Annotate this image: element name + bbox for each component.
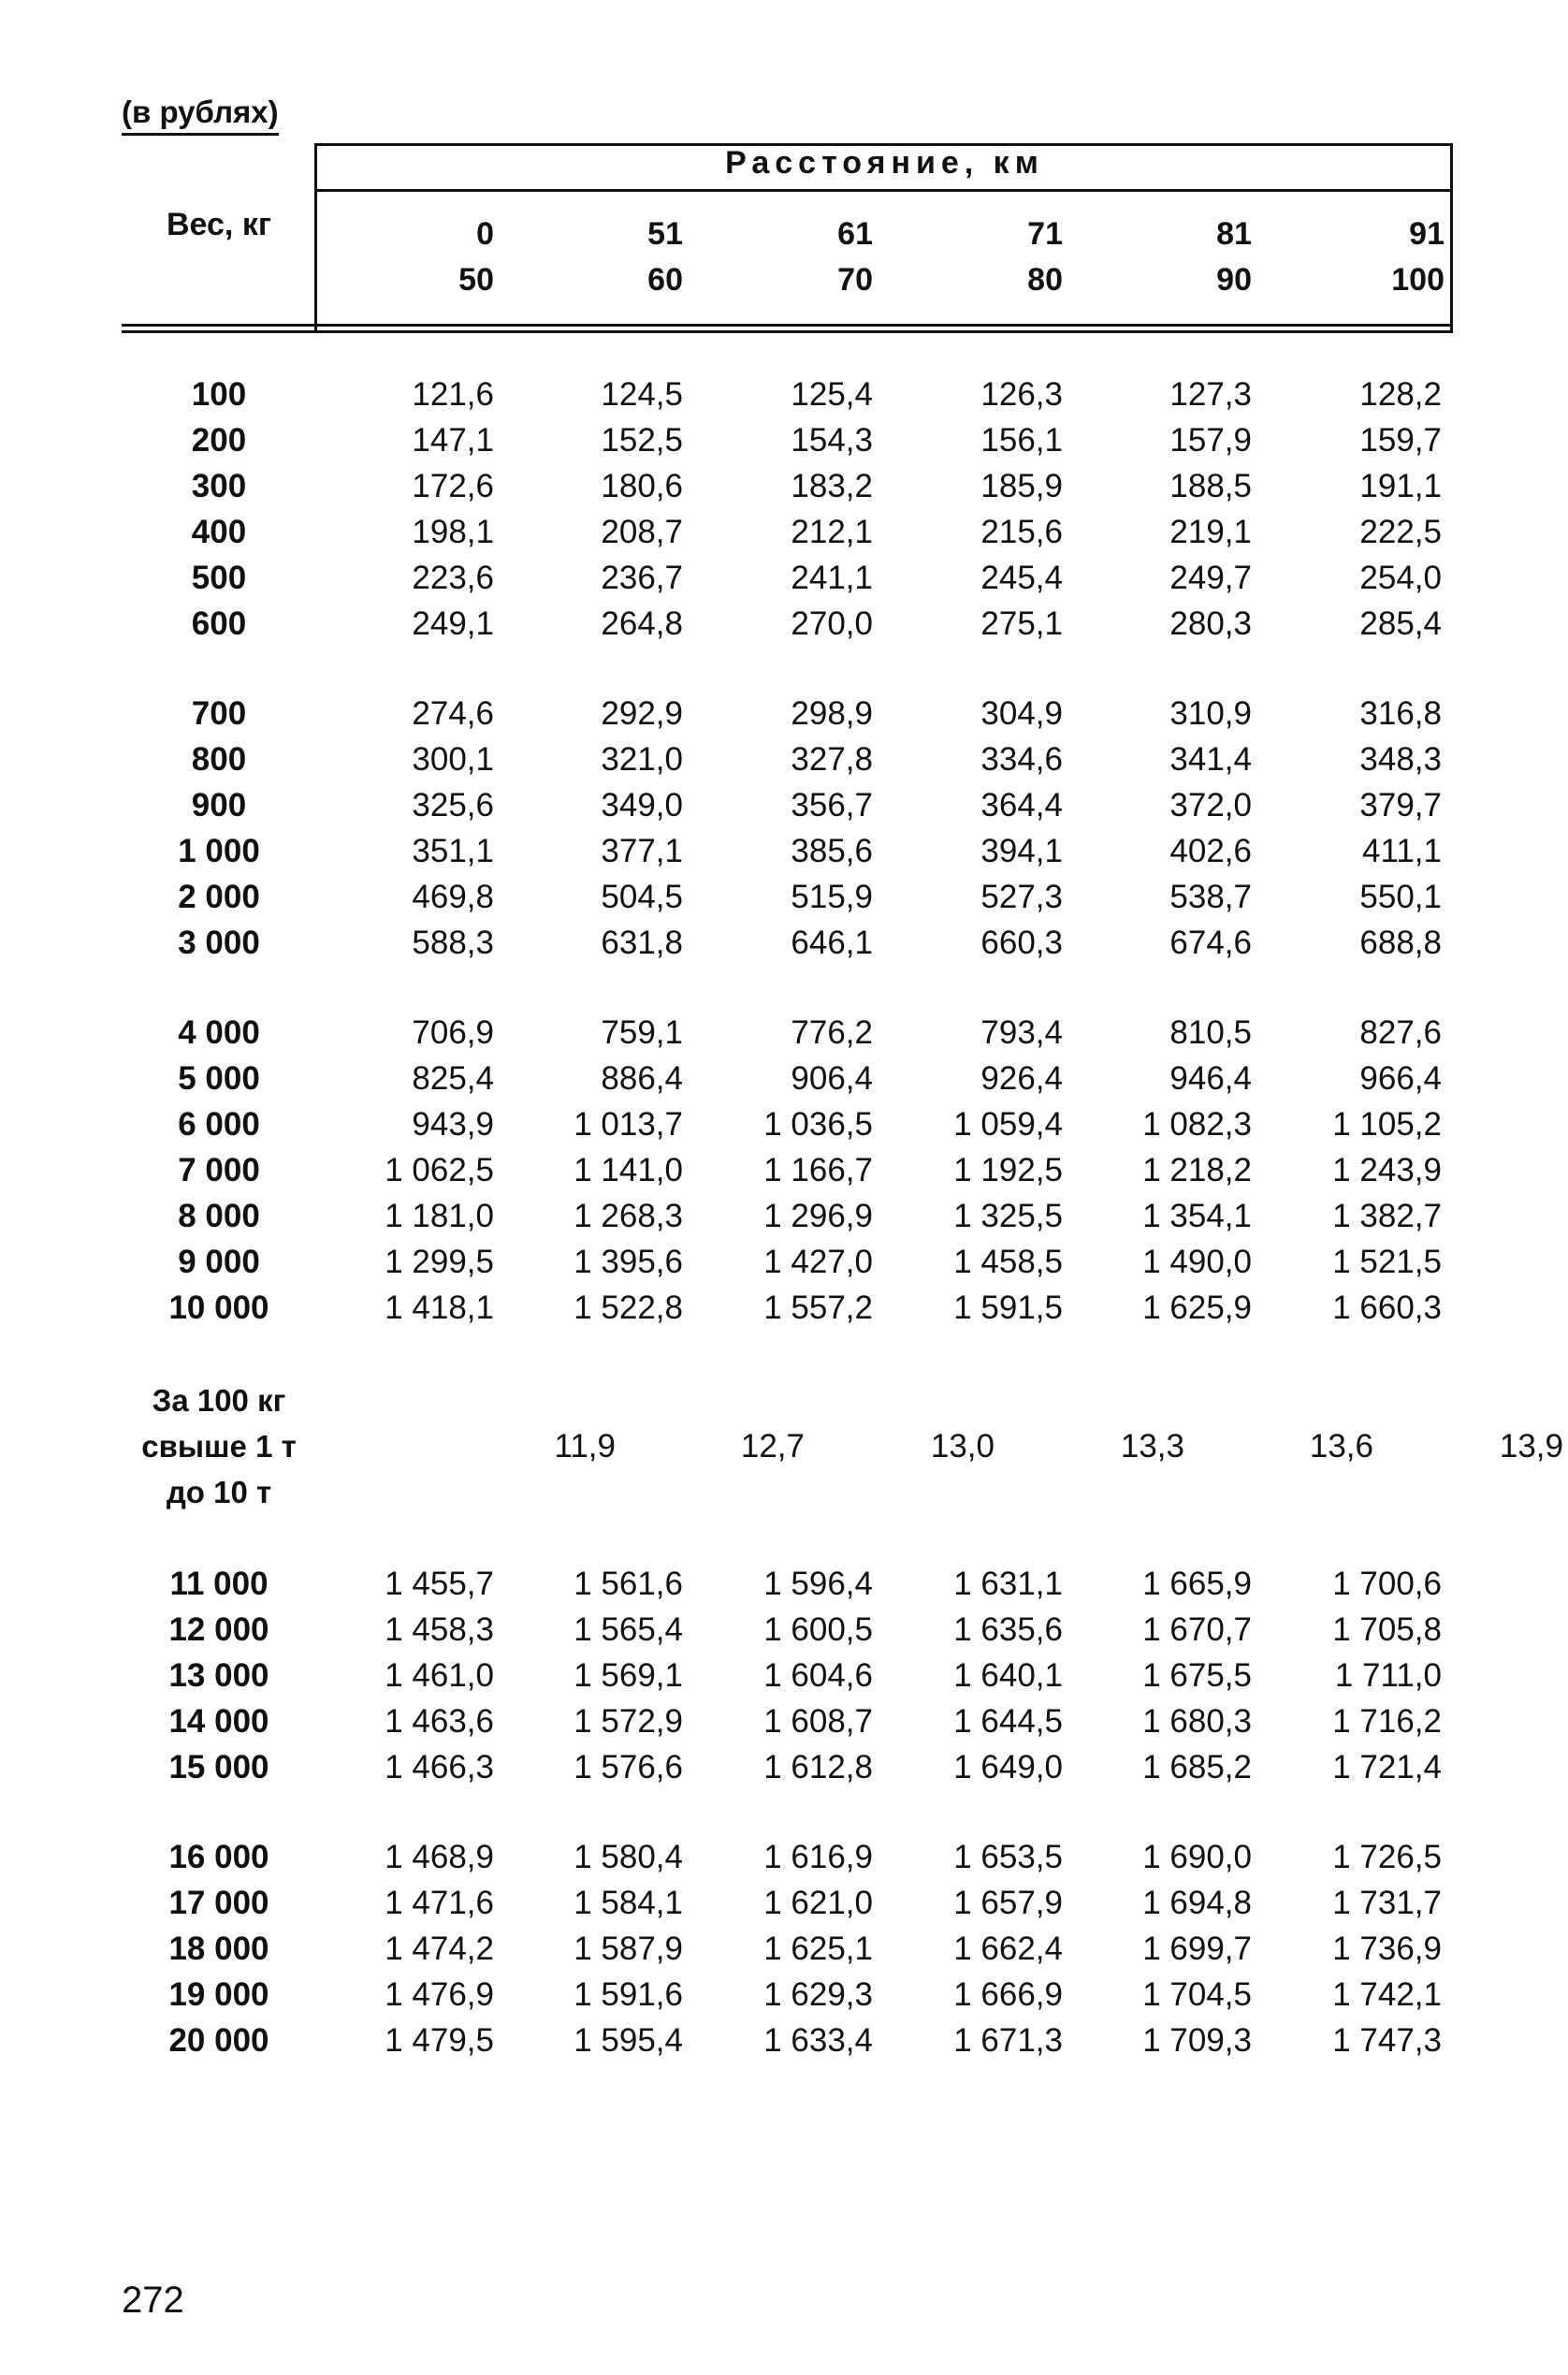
distance-column-to: 100: [1391, 262, 1445, 298]
tariff-cell: 379,7: [1359, 787, 1442, 823]
tariff-cell: 1 557,2: [763, 1289, 873, 1326]
tariff-cell: 1 036,5: [763, 1106, 873, 1143]
tariff-cell: 249,1: [412, 605, 494, 642]
tariff-cell: 1 382,7: [1332, 1198, 1442, 1234]
tariff-cell: 1 699,7: [1142, 1931, 1252, 1967]
tariff-cell: 125,4: [791, 376, 873, 413]
tariff-cell: 1 418,1: [385, 1289, 494, 1326]
tariff-cell: 886,4: [601, 1060, 683, 1097]
weight-cell: 13 000: [168, 1657, 269, 1694]
tariff-cell: 1 704,5: [1142, 1976, 1252, 2013]
tariff-cell: 1 680,3: [1142, 1703, 1252, 1740]
table-row: [122, 1607, 1453, 1653]
tariff-cell: 334,6: [980, 741, 1063, 778]
distance-header: Расстояние, км: [725, 145, 1044, 181]
tariff-cell: 926,4: [980, 1060, 1063, 1097]
distance-column-from: 71: [1027, 216, 1063, 252]
tariff-cell: 1 580,4: [573, 1839, 683, 1875]
tariff-cell: 1 600,5: [763, 1611, 873, 1648]
tariff-cell: 1 711,0: [1334, 1657, 1442, 1694]
tariff-cell: 180,6: [601, 468, 683, 504]
page-number: 272: [122, 2280, 184, 2321]
tariff-cell: 1 666,9: [953, 1976, 1063, 2013]
tariff-cell: 300,1: [412, 741, 494, 778]
tariff-cell: 1 690,0: [1142, 1839, 1252, 1875]
tariff-cell: 674,6: [1169, 925, 1252, 961]
weight-cell: 20 000: [168, 2022, 269, 2059]
tariff-cell: 1 742,1: [1332, 1976, 1442, 2013]
per-100kg-value: 12,7: [740, 1428, 805, 1464]
tariff-cell: 966,4: [1359, 1060, 1442, 1097]
tariff-cell: 1 662,4: [953, 1931, 1063, 1967]
weight-cell: 500: [191, 560, 247, 596]
tariff-cell: 1 458,5: [953, 1244, 1063, 1280]
tariff-cell: 341,4: [1169, 741, 1252, 778]
weight-cell: 900: [191, 787, 247, 823]
table-row: [122, 1561, 1453, 1607]
tariff-cell: 1 458,3: [385, 1611, 494, 1648]
tariff-cell: 1 490,0: [1142, 1244, 1252, 1280]
table-row: [122, 1926, 1453, 1972]
tariff-cell: 1 721,4: [1332, 1749, 1442, 1785]
tariff-cell: 1 631,1: [953, 1566, 1063, 1602]
tariff-cell: 1 653,5: [953, 1839, 1063, 1875]
tariff-cell: 325,6: [412, 787, 494, 823]
table-row: [122, 920, 1453, 966]
distance-column-to: 60: [647, 262, 683, 298]
tariff-cell: 215,6: [980, 514, 1063, 550]
tariff-cell: 1 657,9: [953, 1885, 1063, 1921]
weight-cell: 18 000: [168, 1931, 269, 1967]
tariff-cell: 759,1: [601, 1014, 683, 1051]
header-bottom-rule-2: [122, 330, 1453, 333]
tariff-cell: 128,2: [1359, 376, 1442, 413]
table-row: [122, 1056, 1453, 1101]
table-row: [122, 1653, 1453, 1698]
table-row: [122, 1744, 1453, 1790]
tariff-cell: 1 082,3: [1142, 1106, 1252, 1143]
tariff-cell: 946,4: [1169, 1060, 1252, 1097]
weight-cell: 9 000: [178, 1244, 260, 1280]
tariff-cell: 1 141,0: [573, 1152, 683, 1188]
tariff-cell: 1 595,4: [573, 2022, 683, 2059]
table-row: [122, 1147, 1453, 1193]
tariff-cell: 1 665,9: [1142, 1566, 1252, 1602]
tariff-cell: 254,0: [1359, 560, 1442, 596]
distance-column-to: 80: [1027, 262, 1063, 298]
tariff-cell: 1 670,7: [1142, 1611, 1252, 1648]
tariff-cell: 219,1: [1169, 514, 1252, 550]
weight-cell: 16 000: [168, 1839, 269, 1875]
weight-cell: 8 000: [178, 1198, 260, 1234]
per-100kg-row: [122, 1377, 1563, 1515]
tariff-cell: 1 675,5: [1142, 1657, 1252, 1694]
unit-note: (в рублях): [122, 94, 279, 136]
tariff-cell: 222,5: [1359, 514, 1442, 550]
tariff-cell: 1 059,4: [953, 1106, 1063, 1143]
tariff-cell: 1 576,6: [573, 1749, 683, 1785]
table-row: [122, 1193, 1453, 1239]
tariff-cell: 1 569,1: [573, 1657, 683, 1694]
weight-column-header: Вес, кг: [167, 207, 271, 242]
tariff-cell: 1 561,6: [573, 1566, 683, 1602]
tariff-cell: 776,2: [791, 1014, 873, 1051]
tariff-cell: 304,9: [980, 695, 1063, 732]
weight-cell: 6 000: [178, 1106, 260, 1143]
tariff-cell: 402,6: [1169, 833, 1252, 869]
table-row: [122, 417, 1453, 463]
weight-cell: 400: [191, 514, 247, 550]
per-100kg-value: 11,9: [554, 1428, 616, 1464]
tariff-cell: 1 604,6: [763, 1657, 873, 1694]
table-row: [122, 2018, 1453, 2063]
distance-header-rule: [316, 189, 1453, 192]
tariff-cell: 327,8: [791, 741, 873, 778]
tariff-cell: 646,1: [791, 925, 873, 961]
tariff-cell: 688,8: [1359, 925, 1442, 961]
tariff-cell: 223,6: [412, 560, 494, 596]
table-row: [122, 1698, 1453, 1744]
tariff-cell: 504,5: [601, 879, 683, 915]
tariff-cell: 316,8: [1359, 695, 1442, 732]
tariff-cell: 1 633,4: [763, 2022, 873, 2059]
tariff-cell: 1 521,5: [1332, 1244, 1442, 1280]
tariff-cell: 1 608,7: [763, 1703, 873, 1740]
weight-cell: 19 000: [168, 1976, 269, 2013]
tariff-cell: 1 522,8: [573, 1289, 683, 1326]
tariff-cell: 1 395,6: [573, 1244, 683, 1280]
tariff-cell: 1 471,6: [385, 1885, 494, 1921]
weight-cell: 100: [191, 376, 247, 413]
tariff-cell: 275,1: [980, 605, 1063, 642]
tariff-cell: 1 572,9: [573, 1703, 683, 1740]
tariff-cell: 274,6: [412, 695, 494, 732]
tariff-cell: 1 299,5: [385, 1244, 494, 1280]
tariff-cell: 126,3: [980, 376, 1063, 413]
tariff-cell: 1 625,1: [763, 1931, 873, 1967]
distance-column-from: 0: [476, 216, 494, 252]
tariff-cell: 1 635,6: [953, 1611, 1063, 1648]
tariff-cell: 1 218,2: [1142, 1152, 1252, 1188]
table-row: [122, 1010, 1453, 1056]
tariff-cell: 191,1: [1359, 468, 1442, 504]
weight-cell: 700: [191, 695, 247, 732]
tariff-cell: 660,3: [980, 925, 1063, 961]
tariff-cell: 1 013,7: [573, 1106, 683, 1143]
tariff-cell: 1 716,2: [1332, 1703, 1442, 1740]
tariff-cell: 212,1: [791, 514, 873, 550]
weight-cell: 7 000: [178, 1152, 260, 1188]
tariff-cell: 377,1: [601, 833, 683, 869]
tariff-cell: 1 649,0: [953, 1749, 1063, 1785]
weight-cell: 2 000: [178, 879, 260, 915]
tariff-cell: 469,8: [412, 879, 494, 915]
tariff-cell: 292,9: [601, 695, 683, 732]
tariff-cell: 1 584,1: [573, 1885, 683, 1921]
tariff-cell: 1 166,7: [763, 1152, 873, 1188]
tariff-cell: 188,5: [1169, 468, 1252, 504]
table-row: [122, 1880, 1453, 1926]
tariff-cell: 1 463,6: [385, 1703, 494, 1740]
tariff-cell: 1 694,8: [1142, 1885, 1252, 1921]
distance-column-from: 81: [1216, 216, 1252, 252]
table-row: [122, 1101, 1453, 1147]
tariff-cell: 1 474,2: [385, 1931, 494, 1967]
per-100kg-value: 13,9: [1499, 1428, 1563, 1464]
tariff-cell: 1 476,9: [385, 1976, 494, 2013]
tariff-cell: 1 181,0: [385, 1198, 494, 1234]
tariff-cell: 185,9: [980, 468, 1063, 504]
tariff-cell: 245,4: [980, 560, 1063, 596]
table-row: [122, 1285, 1453, 1331]
tariff-cell: 1 629,3: [763, 1976, 873, 2013]
tariff-cell: 249,7: [1169, 560, 1252, 596]
distance-column-from: 51: [647, 216, 683, 252]
weight-cell: 3 000: [178, 925, 260, 961]
distance-column-from: 61: [837, 216, 873, 252]
tariff-cell: 127,3: [1169, 376, 1252, 413]
tariff-cell: 394,1: [980, 833, 1063, 869]
tariff-cell: 198,1: [412, 514, 494, 550]
tariff-cell: 527,3: [980, 879, 1063, 915]
table-row: [122, 828, 1453, 874]
tariff-cell: 550,1: [1359, 879, 1442, 915]
table-row: [122, 782, 1453, 828]
weight-cell: 11 000: [169, 1566, 269, 1602]
tariff-cell: 236,7: [601, 560, 683, 596]
tariff-cell: 1 591,6: [573, 1976, 683, 2013]
distance-column-from: 91: [1409, 216, 1445, 252]
tariff-cell: 208,7: [601, 514, 683, 550]
tariff-cell: 270,0: [791, 605, 873, 642]
tariff-cell: 1 461,0: [385, 1657, 494, 1694]
tariff-cell: 1 644,5: [953, 1703, 1063, 1740]
weight-cell: 1 000: [178, 833, 260, 869]
per-100kg-value: 13,6: [1309, 1428, 1373, 1464]
table-row: [122, 1239, 1453, 1285]
weight-cell: 12 000: [168, 1611, 269, 1648]
tariff-cell: 1 479,5: [385, 2022, 494, 2059]
tariff-cell: 241,1: [791, 560, 873, 596]
tariff-cell: 538,7: [1169, 879, 1252, 915]
tariff-cell: 1 468,9: [385, 1839, 494, 1875]
table-row: [122, 874, 1453, 920]
weight-cell: 300: [191, 468, 247, 504]
tariff-cell: 943,9: [412, 1106, 494, 1143]
per-100kg-label-line-1: За 100 кг: [152, 1383, 286, 1418]
weight-cell: 5 000: [178, 1060, 260, 1097]
tariff-cell: 321,0: [601, 741, 683, 778]
table-row: [122, 1834, 1453, 1880]
table-row: [122, 555, 1453, 601]
tariff-cell: 810,5: [1169, 1014, 1252, 1051]
tariff-cell: 124,5: [601, 376, 683, 413]
tariff-cell: 588,3: [412, 925, 494, 961]
tariff-cell: 351,1: [412, 833, 494, 869]
tariff-cell: 1 709,3: [1142, 2022, 1252, 2059]
tariff-cell: 1 192,5: [953, 1152, 1063, 1188]
weight-cell: 200: [191, 422, 247, 459]
tariff-cell: 1 747,3: [1332, 2022, 1442, 2059]
header-bottom-rule-1: [122, 324, 1453, 327]
tariff-cell: 827,6: [1359, 1014, 1442, 1051]
tariff-cell: 1 587,9: [573, 1931, 683, 1967]
tariff-cell: 154,3: [791, 422, 873, 459]
tariff-cell: 1 243,9: [1332, 1152, 1442, 1188]
tariff-cell: 906,4: [791, 1060, 873, 1097]
tariff-cell: 152,5: [601, 422, 683, 459]
distance-column-to: 50: [458, 262, 494, 298]
tariff-cell: 411,1: [1362, 833, 1442, 869]
table-row: [122, 463, 1453, 509]
tariff-cell: 706,9: [412, 1014, 494, 1051]
tariff-cell: 1 671,3: [953, 2022, 1063, 2059]
table-row: [122, 372, 1453, 417]
tariff-cell: 1 685,2: [1142, 1749, 1252, 1785]
tariff-cell: 385,6: [791, 833, 873, 869]
tariff-cell: 121,6: [412, 376, 494, 413]
tariff-cell: 1 354,1: [1142, 1198, 1252, 1234]
tariff-cell: 1 621,0: [763, 1885, 873, 1921]
tariff-cell: 1 062,5: [385, 1152, 494, 1188]
weight-cell: 800: [191, 741, 247, 778]
tariff-cell: 183,2: [791, 468, 873, 504]
tariff-cell: 349,0: [601, 787, 683, 823]
table-row: [122, 691, 1453, 736]
tariff-cell: 1 455,7: [385, 1566, 494, 1602]
distance-column-to: 90: [1216, 262, 1252, 298]
weight-cell: 15 000: [168, 1749, 269, 1785]
tariff-cell: 631,8: [601, 925, 683, 961]
per-100kg-label-line-2: свыше 1 т: [141, 1429, 297, 1464]
tariff-cell: 298,9: [791, 695, 873, 732]
tariff-cell: 515,9: [791, 879, 873, 915]
tariff-cell: 1 625,9: [1142, 1289, 1252, 1326]
distance-column-to: 70: [837, 262, 873, 298]
tariff-cell: 285,4: [1359, 605, 1442, 642]
tariff-cell: 356,7: [791, 787, 873, 823]
tariff-cell: 1 105,2: [1332, 1106, 1442, 1143]
tariff-cell: 372,0: [1169, 787, 1252, 823]
tariff-cell: 1 700,6: [1332, 1566, 1442, 1602]
per-100kg-value: 13,0: [930, 1428, 995, 1464]
weight-cell: 600: [191, 605, 247, 642]
table-row: [122, 601, 1453, 647]
tariff-cell: 1 565,4: [573, 1611, 683, 1648]
tariff-cell: 1 596,4: [763, 1566, 873, 1602]
tariff-cell: 264,8: [601, 605, 683, 642]
tariff-cell: 280,3: [1169, 605, 1252, 642]
tariff-cell: 1 726,5: [1332, 1839, 1442, 1875]
tariff-cell: 157,9: [1169, 422, 1252, 459]
table-row: [122, 509, 1453, 555]
weight-cell: 14 000: [168, 1703, 269, 1740]
tariff-cell: 147,1: [412, 422, 494, 459]
tariff-cell: 1 660,3: [1332, 1289, 1442, 1326]
tariff-cell: 310,9: [1169, 695, 1252, 732]
tariff-cell: 1 325,5: [953, 1198, 1063, 1234]
weight-cell: 10 000: [168, 1289, 269, 1326]
tariff-cell: 1 731,7: [1332, 1885, 1442, 1921]
tariff-cell: 364,4: [980, 787, 1063, 823]
tariff-cell: 1 591,5: [953, 1289, 1063, 1326]
tariff-cell: 1 705,8: [1332, 1611, 1442, 1648]
tariff-cell: 1 296,9: [763, 1198, 873, 1234]
tariff-cell: 1 427,0: [763, 1244, 873, 1280]
table-row: [122, 736, 1453, 782]
tariff-cell: 1 268,3: [573, 1198, 683, 1234]
tariff-cell: 159,7: [1359, 422, 1442, 459]
weight-cell: 17 000: [168, 1885, 269, 1921]
tariff-cell: 1 736,9: [1332, 1931, 1442, 1967]
table-row: [122, 1972, 1453, 2018]
tariff-cell: 156,1: [980, 422, 1063, 459]
per-100kg-label-line-3: до 10 т: [166, 1475, 272, 1509]
tariff-cell: 172,6: [412, 468, 494, 504]
tariff-cell: 1 616,9: [763, 1839, 873, 1875]
weight-cell: 4 000: [178, 1014, 260, 1051]
per-100kg-value: 13,3: [1120, 1428, 1184, 1464]
tariff-cell: 348,3: [1359, 741, 1442, 778]
tariff-cell: 793,4: [980, 1014, 1063, 1051]
tariff-cell: 825,4: [412, 1060, 494, 1097]
tariff-cell: 1 612,8: [763, 1749, 873, 1785]
tariff-cell: 1 466,3: [385, 1749, 494, 1785]
tariff-cell: 1 640,1: [953, 1657, 1063, 1694]
